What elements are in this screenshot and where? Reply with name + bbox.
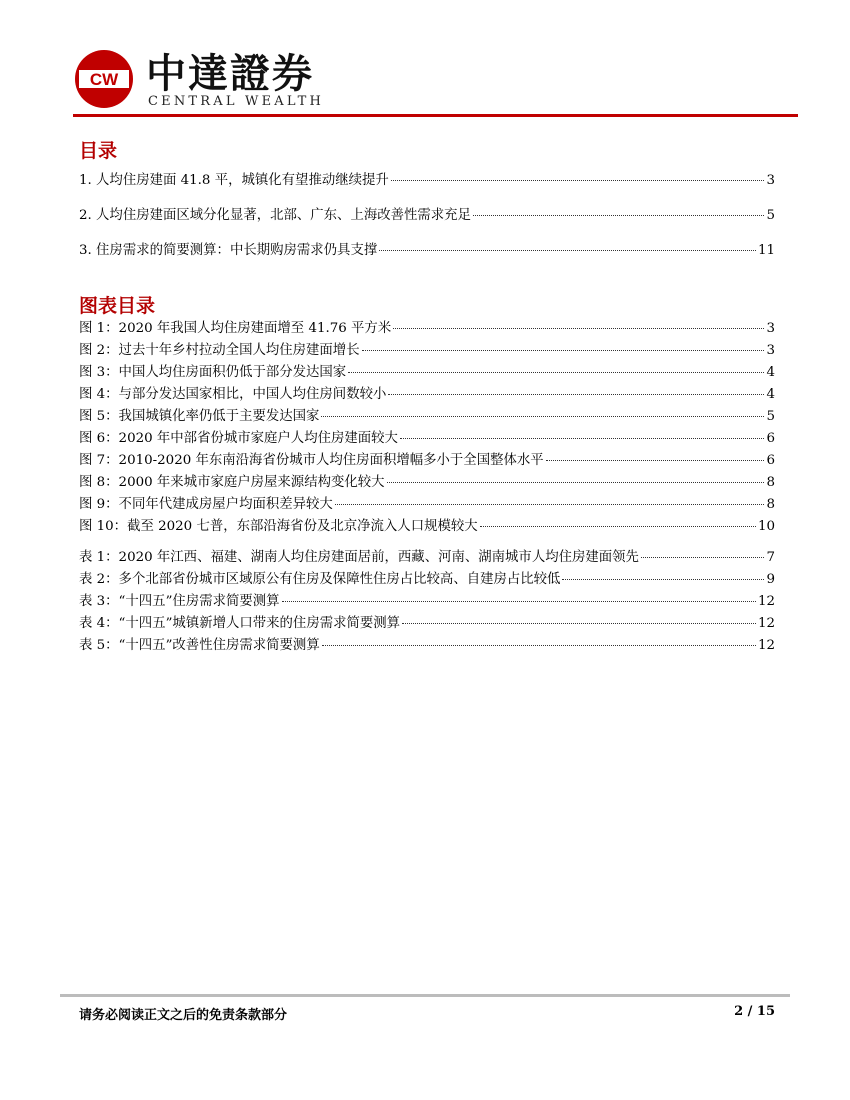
toc-entry[interactable] [79, 547, 775, 569]
svg-text:CW: CW [89, 70, 119, 89]
dot-leader [391, 180, 765, 181]
entry-page-number: 10 [757, 519, 775, 534]
header-divider [73, 114, 798, 117]
figure-list [79, 318, 775, 538]
dot-leader [400, 438, 765, 439]
toc-list [79, 163, 775, 268]
toc-entry[interactable] [79, 591, 775, 613]
toc-entry[interactable] [79, 450, 775, 472]
entry-label: 图 10：截至 2020 七普，东部沿海省份及北京净流入人口规模较大 [79, 519, 478, 534]
cw-logo-icon [73, 48, 135, 110]
toc-entry[interactable] [79, 613, 775, 635]
entry-label: 图 6：2020 年中部省份城市家庭户人均住房建面较大 [79, 431, 398, 446]
toc-entry[interactable] [79, 428, 775, 450]
toc-entry[interactable] [79, 494, 775, 516]
dot-leader [480, 526, 756, 527]
entry-label: 图 4：与部分发达国家相比，中国人均住房间数较小 [79, 387, 387, 402]
entry-page-number: 9 [766, 572, 775, 587]
toc-title: 目录 [79, 140, 118, 162]
entry-label: 图 8：2000 年来城市家庭户房屋来源结构变化较大 [79, 475, 385, 490]
toc-entry[interactable] [79, 516, 775, 538]
entry-page-number: 7 [766, 550, 775, 565]
dot-leader [321, 416, 764, 417]
toc-entry[interactable] [79, 163, 775, 198]
entry-page-number: 8 [766, 475, 775, 490]
dot-leader [335, 504, 765, 505]
toc-entry[interactable] [79, 569, 775, 591]
entry-label: 图 1：2020 年我国人均住房建面增至 41.76 平方米 [79, 321, 392, 336]
entry-page-number: 11 [757, 243, 775, 258]
entry-page-number: 5 [766, 208, 775, 223]
toc-entry[interactable] [79, 406, 775, 428]
toc-entry[interactable] [79, 384, 775, 406]
entry-label: 表 2：多个北部省份城市区域原公有住房及保障性住房占比较高、自建房占比较低 [79, 572, 561, 587]
entry-page-number: 4 [766, 365, 775, 380]
entry-page-number: 3 [766, 321, 775, 336]
entry-page-number: 6 [766, 431, 775, 446]
entry-page-number: 8 [766, 497, 775, 512]
entry-label: 图 3：中国人均住房面积仍低于部分发达国家 [79, 365, 347, 380]
dot-leader [402, 623, 756, 624]
toc-entry[interactable] [79, 318, 775, 340]
toc-entry[interactable] [79, 233, 775, 268]
dot-leader [322, 645, 756, 646]
footer-divider [60, 994, 790, 997]
entry-page-number: 12 [757, 594, 775, 609]
dot-leader [362, 350, 765, 351]
entry-label: 表 1：2020 年江西、福建、湖南人均住房建面居前，西藏、河南、湖南城市人均住房建面领先 [79, 550, 639, 565]
entry-label: 图 9：不同年代建成房屋户均面积差异较大 [79, 497, 333, 512]
entry-page-number: 4 [766, 387, 775, 402]
entry-page-number: 3 [766, 343, 775, 358]
entry-label: 2. 人均住房建面区域分化显著，北部、广东、上海改善性需求充足 [79, 208, 471, 223]
toc-entry[interactable] [79, 198, 775, 233]
dot-leader [348, 372, 764, 373]
entry-page-number: 12 [757, 616, 775, 631]
dot-leader [641, 557, 765, 558]
figures-title: 图表目录 [79, 295, 156, 317]
entry-label: 图 2：过去十年乡村拉动全国人均住房建面增长 [79, 343, 360, 358]
dot-leader [546, 460, 765, 461]
toc-entry[interactable] [79, 472, 775, 494]
dot-leader [562, 579, 764, 580]
page-indicator: 2 / 15 [734, 1004, 775, 1019]
entry-page-number: 6 [766, 453, 775, 468]
brand-name-en: CENTRAL WEALTH [148, 94, 325, 109]
toc-entry[interactable] [79, 635, 775, 657]
entry-label: 表 3：“十四五”住房需求简要测算 [79, 594, 280, 609]
dot-leader [473, 215, 765, 216]
disclaimer-note: 请务必阅读正文之后的免责条款部分 [79, 1008, 288, 1023]
entry-page-number: 5 [766, 409, 775, 424]
toc-entry[interactable] [79, 362, 775, 384]
entry-page-number: 3 [766, 173, 775, 188]
entry-label: 图 5：我国城镇化率仍低于主要发达国家 [79, 409, 320, 424]
entry-label: 1. 人均住房建面 41.8 平，城镇化有望推动继续提升 [79, 173, 389, 188]
entry-label: 表 4：“十四五”城镇新增人口带来的住房需求简要测算 [79, 616, 401, 631]
table-list [79, 547, 775, 657]
brand-name-cn: 中達證券 [146, 50, 314, 97]
dot-leader [282, 601, 756, 602]
entry-label: 图 7：2010-2020 年东南沿海省份城市人均住房面积增幅多小于全国整体水平 [79, 453, 544, 468]
entry-label: 表 5：“十四五”改善性住房需求简要测算 [79, 638, 320, 653]
dot-leader [393, 328, 764, 329]
dot-leader [379, 250, 756, 251]
entry-label: 3. 住房需求的简要测算：中长期购房需求仍具支撑 [79, 243, 378, 258]
toc-entry[interactable] [79, 340, 775, 362]
dot-leader [388, 394, 764, 395]
dot-leader [387, 482, 765, 483]
entry-page-number: 12 [757, 638, 775, 653]
